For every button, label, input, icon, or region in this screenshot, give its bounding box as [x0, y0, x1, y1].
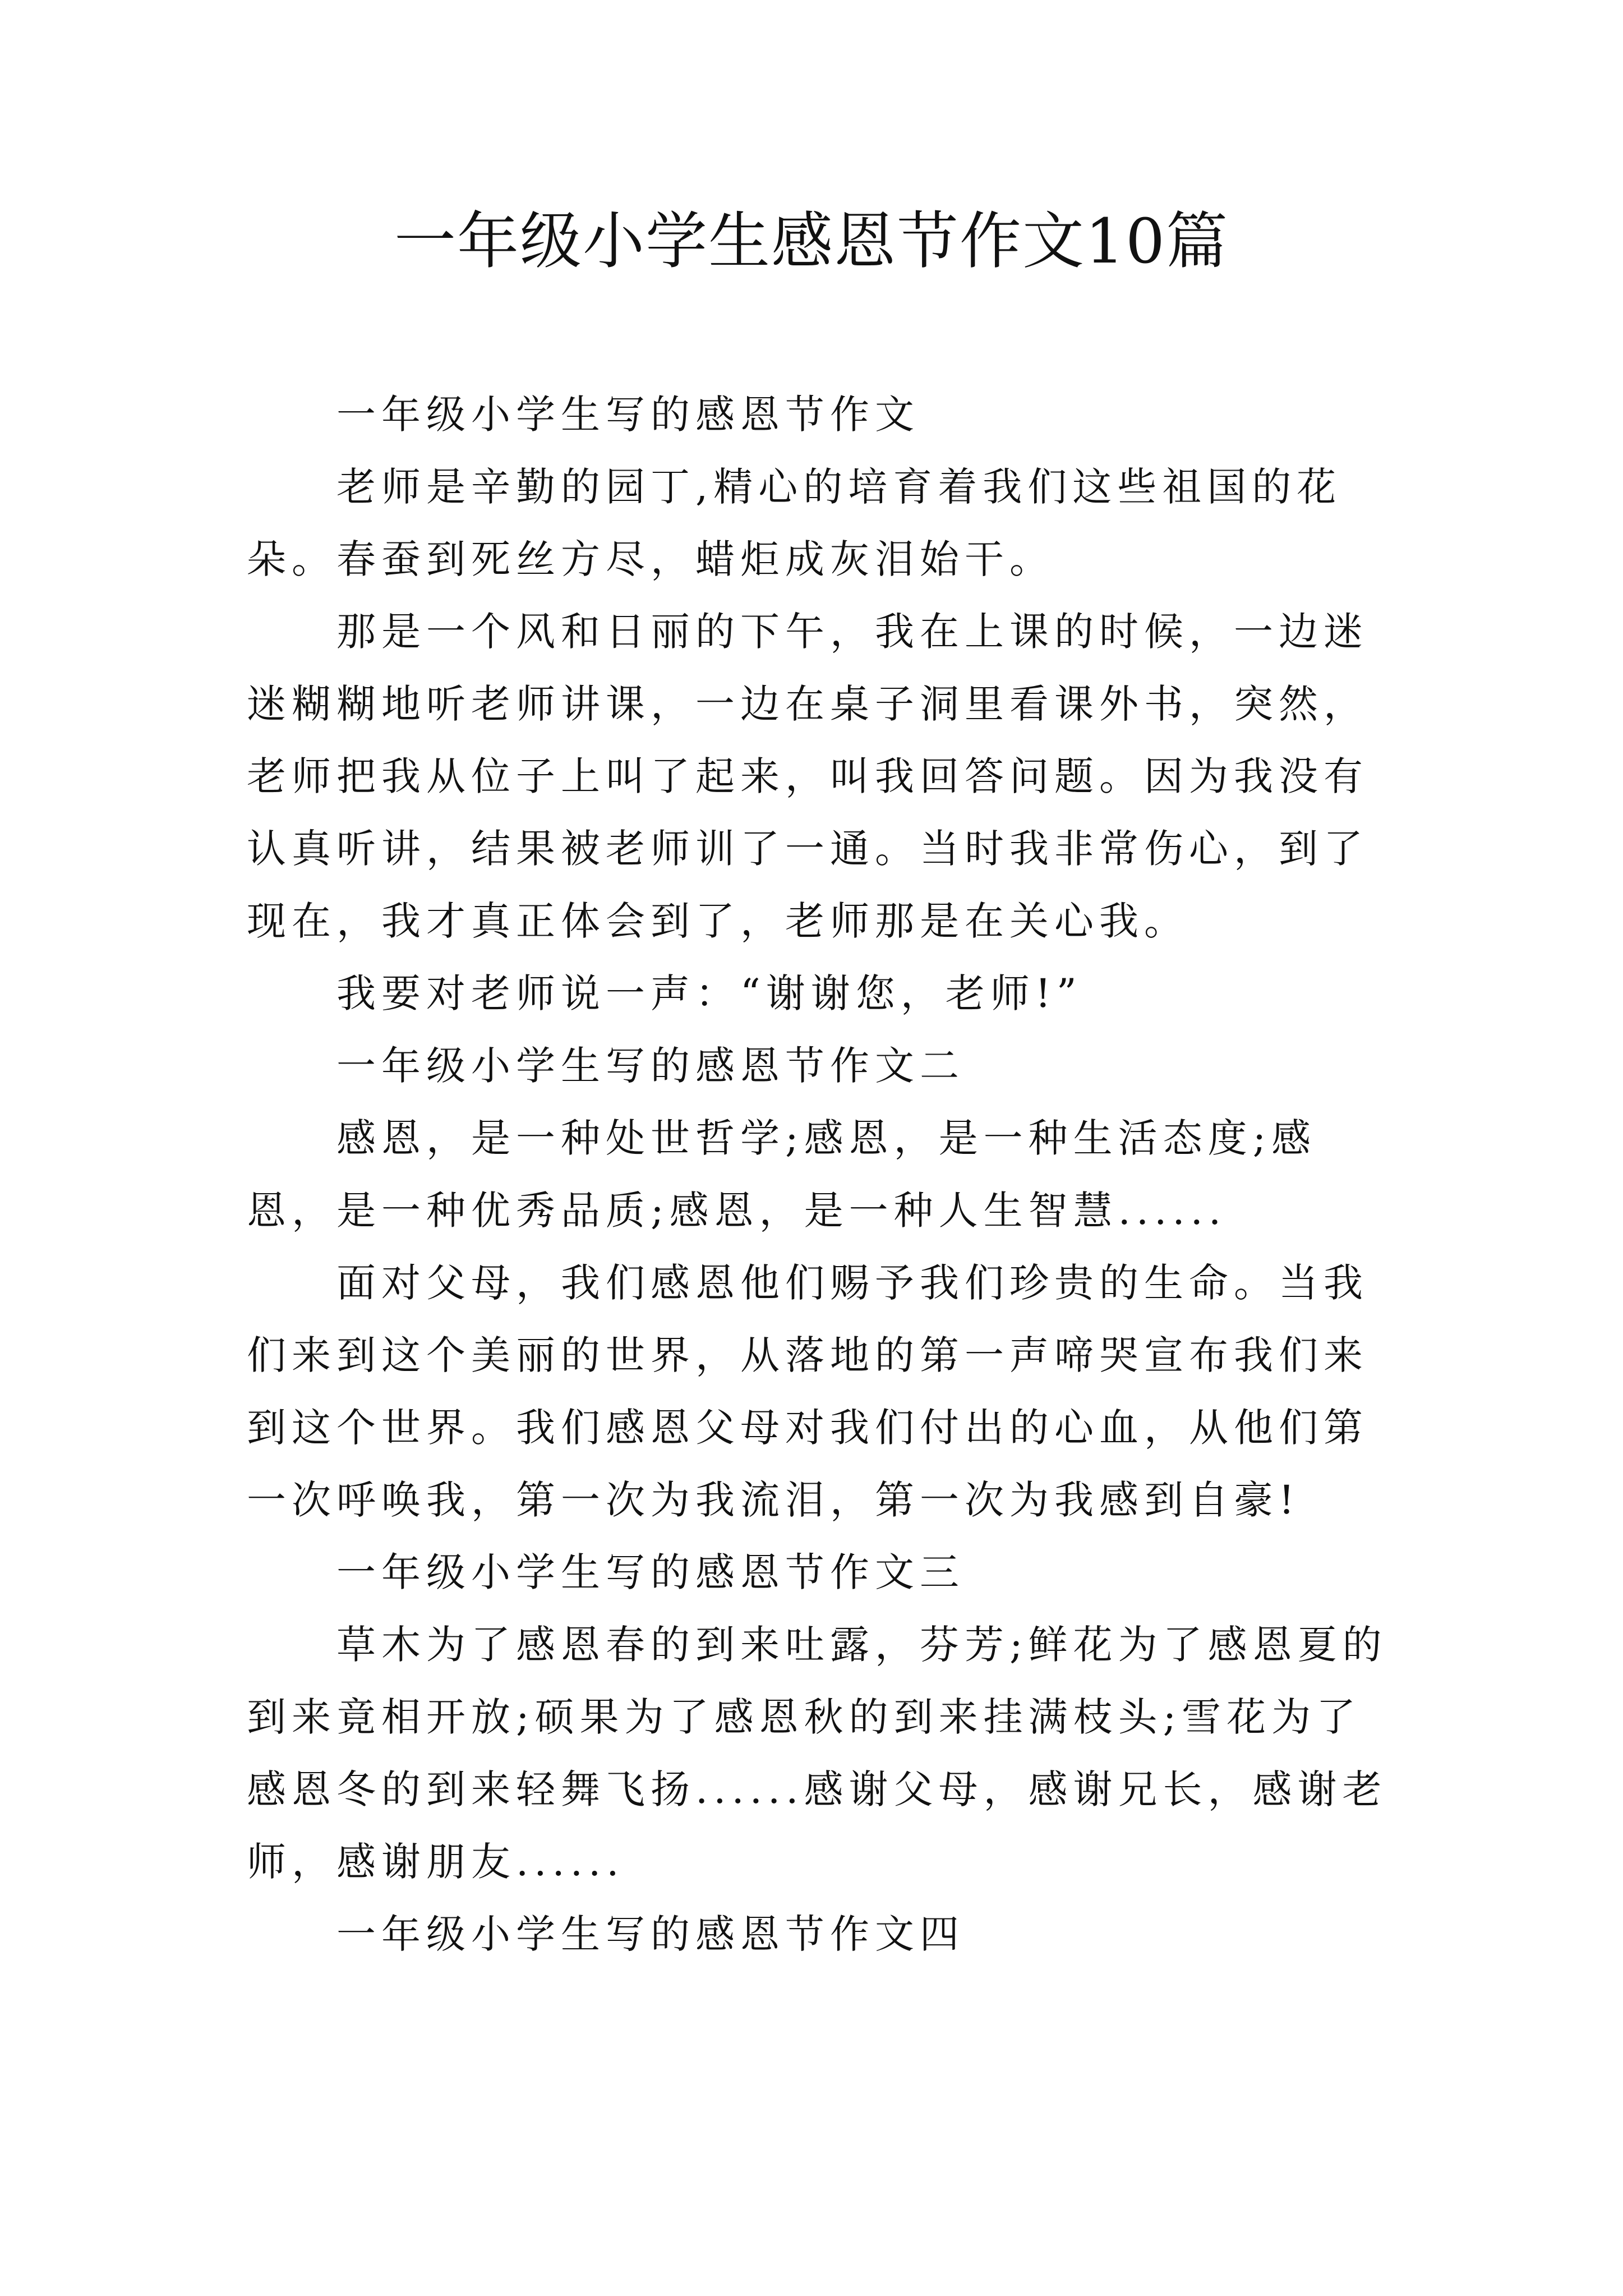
section-heading: 一年级小学生写的感恩节作文三 [336, 1549, 965, 1595]
section-heading: 一年级小学生写的感恩节作文四 [336, 1911, 965, 1957]
paragraph: 面对父母，我们感恩他们赐予我们珍贵的生命。当我们来到这个美丽的世界，从落地的第一声啼哭宣布我们来到这个世界。我们感恩父母对我们付出的心血，从他们第一次呼唤我，第一次为我流泪，第一次为我感到自豪! [247, 1260, 1368, 1523]
paragraph: 草木为了感恩春的到来吐露，芬芳;鲜花为了感恩夏的到来竟相开放;硕果为了感恩秋的到来挂满枝头;雪花为了感恩冬的到来轻舞飞扬......感谢父母，感谢兄长，感谢老师，感谢朋友...... [247, 1622, 1387, 1885]
section-heading: 一年级小学生写的感恩节作文 [336, 392, 920, 438]
paragraph: 我要对老师说一声：“谢谢您，老师!” [336, 970, 1082, 1016]
document-title: 一年级小学生感恩节作文10篇 [394, 205, 1229, 277]
paragraph: 那是一个风和日丽的下午，我在上课的时候，一边迷迷糊糊地听老师讲课，一边在桌子洞里看课外书，突然，老师把我从位子上叫了起来，叫我回答问题。因为我没有认真听讲，结果被老师训了一通。当时我非常伤心，到了现在，我才真正体会到了，老师那是在关心我。 [247, 609, 1368, 944]
paragraph: 老师是辛勤的园丁,精心的培育着我们这些祖国的花朵。春蚕到死丝方尽，蜡炬成灰泪始干。 [247, 464, 1342, 582]
document-body [247, 379, 1391, 1971]
section-heading: 一年级小学生写的感恩节作文二 [336, 1043, 965, 1089]
paragraph: 感恩，是一种处世哲学;感恩，是一种生活态度;感恩，是一种优秀品质;感恩，是一种人生智慧...... [247, 1115, 1317, 1234]
